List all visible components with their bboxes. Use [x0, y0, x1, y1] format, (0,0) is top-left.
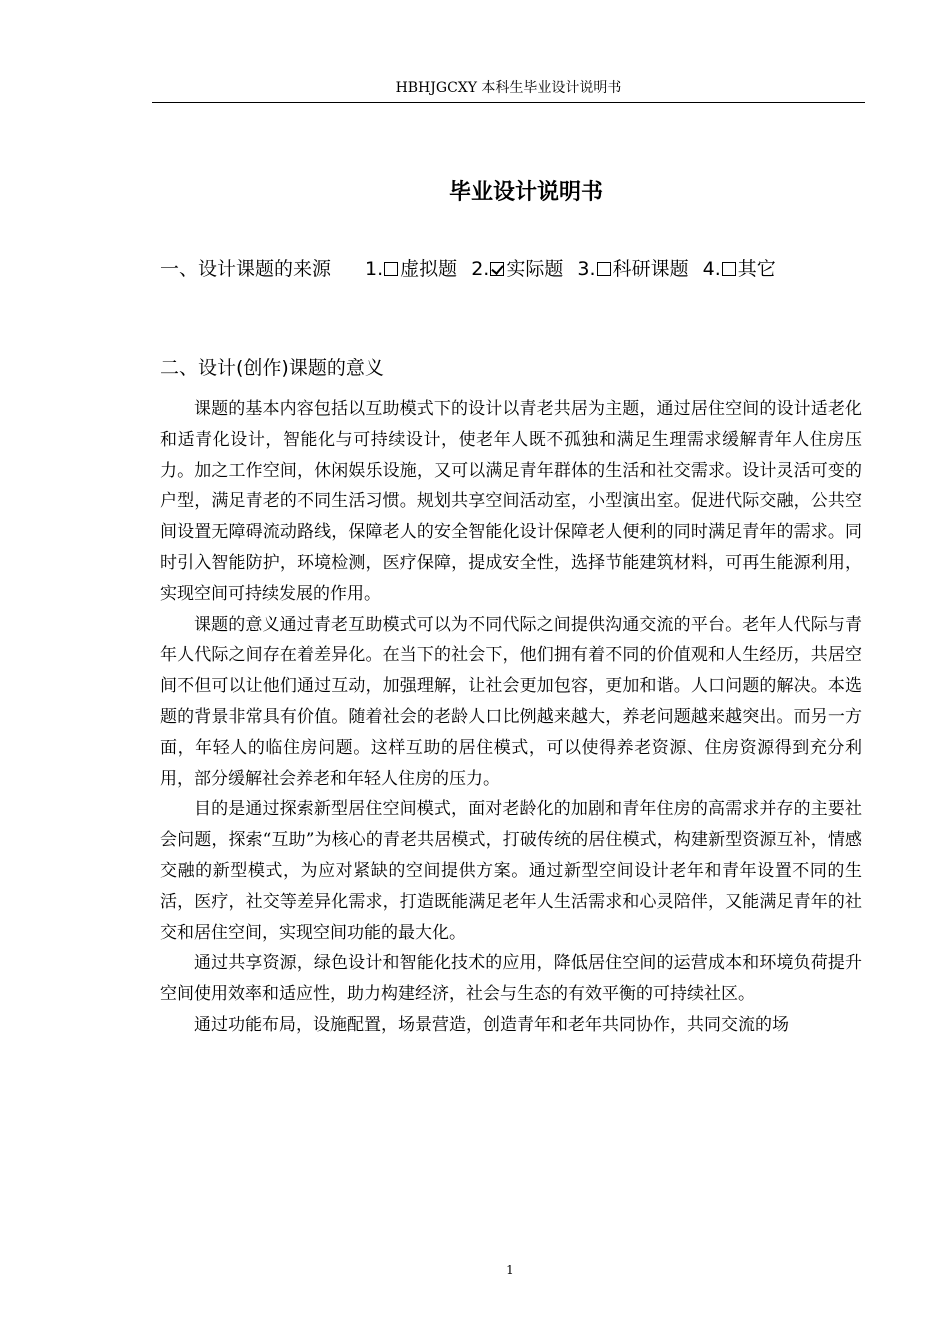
body-text	[160, 394, 862, 1041]
option-research: 3. 科研课题	[577, 258, 689, 280]
section-topic-source-label: 一、设计课题的来源	[160, 258, 332, 280]
checkbox-unchecked-icon	[722, 262, 736, 276]
option-other: 4. 其它	[702, 258, 776, 280]
option-virtual: 1. 虚拟题	[365, 258, 458, 280]
running-header: HBHJGCXY 本科生毕业设计说明书	[395, 80, 622, 96]
checkbox-checked-icon	[490, 262, 504, 276]
paragraph: 目的是通过探索新型居住空间模式，面对老龄化的加剧和青年住房的高需求并存的主要社会问题，探索“互助”为核心的青老共居模式，打破传统的居住模式，构建新型资源互补，情感交融的新型模式，为应对紧缺的空间提供方案。通过新型空间设计老年和青年设置不同的生活，医疗，社交等差异化需求，打造既能满足老年人生活需求和心灵陪伴，又能满足青年的社交和居住空间，实现空间功能的最大化。	[160, 799, 862, 943]
paragraph: 课题的意义通过青老互助模式可以为不同代际之间提供沟通交流的平台。老年人代际与青年人代际之间存在着差异化。在当下的社会下，他们拥有着不同的价值观和人生经历，共居空间不但可以让他们通过互动，加强理解，让社会更加包容，更加和谐。人口问题的解决。本选题的背景非常具有价值。随着社会的老龄人口比例越来越大，养老问题越来越突出。而另一方面，年轻人的临住房问题。这样互助的居住模式，可以使得养老资源、住房资源得到充分利用，部分缓解社会养老和年轻人住房的压力。	[160, 614, 862, 789]
paragraph: 通过功能布局，设施配置，场景营造，创造青年和老年共同协作，共同交流的场	[194, 1014, 789, 1035]
document-title: 毕业设计说明书	[448, 180, 603, 205]
checkbox-unchecked-icon	[384, 262, 398, 276]
header-rule	[152, 102, 865, 103]
paragraph: 通过共享资源，绿色设计和智能化技术的应用，降低居住空间的运营成本和环境负荷提升空间使用效率和适应性，助力构建经济，社会与生态的有效平衡的可持续社区。	[160, 953, 862, 1005]
page-number: 1	[506, 1263, 514, 1277]
section-topic-source	[160, 253, 850, 285]
topic-source-options	[365, 258, 776, 280]
checkbox-unchecked-icon	[597, 262, 611, 276]
section-topic-significance-heading: 二、设计(创作)课题的意义	[160, 357, 384, 379]
option-actual: 2. 实际题	[471, 258, 564, 280]
paragraph: 课题的基本内容包括以互助模式下的设计以青老共居为主题，通过居住空间的设计适老化和适青化设计，智能化与可持续设计，使老年人既不孤独和满足生理需求缓解青年人住房压力。加之工作空间，休闲娱乐设施，又可以满足青年群体的生活和社交需求。设计灵活可变的户型，满足青老的不同生活习惯。规划共享空间活动室，小型演出室。促进代际交融，公共空间设置无障碍流动路线，保障老人的安全智能化设计保障老人便利的同时满足青年的需求。同时引入智能防护，环境检测，医疗保障，提成安全性，选择节能建筑材料，可再生能源利用，实现空间可持续发展的作用。	[160, 399, 862, 604]
